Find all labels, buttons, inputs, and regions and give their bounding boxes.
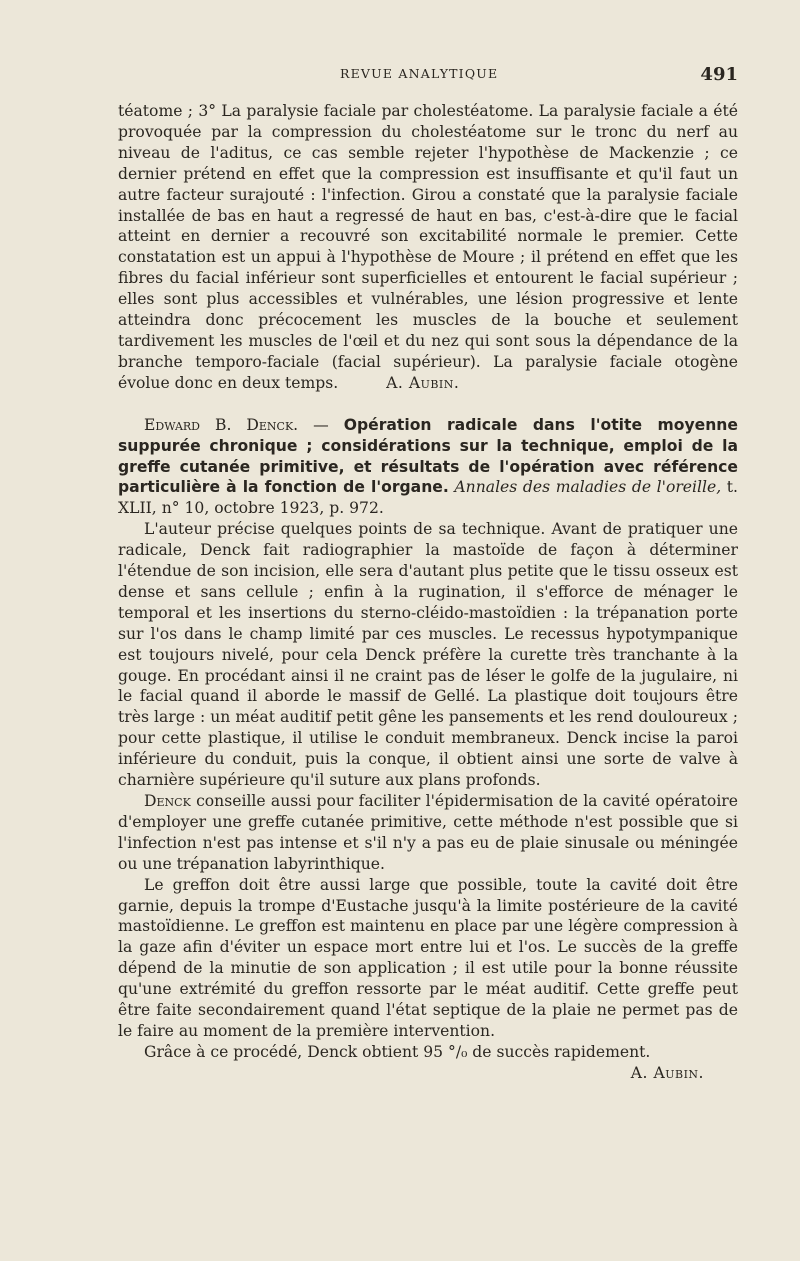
final-signature: A. Aubin. bbox=[630, 1063, 704, 1082]
paragraph-conclusion: Grâce à ce procédé, Denck obtient 95 °/₀ de succès rapidement. bbox=[144, 1042, 651, 1061]
page-number: 491 bbox=[700, 64, 738, 85]
paragraph-greffe bbox=[118, 791, 738, 875]
paragraph-technique: L'auteur précise quelques points de sa technique. Avant de pratiquer une radicale, Denck fait radiographier la mastoïde de façon à déterminer l'étendue de son incision, elle sera d'autant plus petite que le tissu osseux est dense et sans cellule ; enfin à la rugination, il s'efforce de ménager le temporal et les insertions du sterno-cléido-mastoïdien : la trépanation porte sur l'os dans le champ limité par ces muscles. Le recessus hypotympanique est toujours nivelé, pour cela Denck préfère la curette très tranchante à la gouge. En procédant ainsi il ne craint pas de léser le golfe de la jugulaire, ni le facial quand il aborde le massif de Gellé. La plastique doit toujours être très large : un méat auditif petit gêne les pansements et les rend douloureux ; pour cette plastique, il utilise le conduit membraneux. Denck incise la paroi inférieure du conduit, puis la conque, il obtient ainsi une sorte de valve à charnière supérieure qu'il suture aux plans profonds. bbox=[118, 520, 738, 790]
running-title: REVUE ANALYTIQUE bbox=[340, 66, 499, 81]
paragraph-greffe-text: conseille aussi pour faciliter l'épidermisation de la cavité opératoire d'employer une greffe cutanée primitive, cette méthode n'est possible que si l'infection n'est pas intense et s'il n'y a pas eu de plaie sinusale ou méningée ou une trépanation labyrinthique. bbox=[118, 792, 738, 873]
page-body bbox=[118, 101, 738, 1084]
continued-paragraph bbox=[118, 101, 738, 394]
article-title: Opération radicale dans l'otite moyenne suppurée chronique ; considérations sur la technique, emploi de la greffe cutanée primitive, et résultats de l'opération avec référence particulière à la fonction de l'organe. bbox=[118, 415, 738, 497]
article-heading bbox=[118, 415, 738, 520]
paragraph-lead-author: Denck bbox=[144, 792, 191, 810]
continued-paragraph-text: téatome ; 3° La paralysie faciale par cholestéatome. La paralysie faciale a été provoquée par la compression du cholestéatome sur le tronc du nerf au niveau de l'aditus, ce cas semble rejeter l'hypothèse de Mackenzie ; ce dernier prétend en effet que la compression est insuffisante et qu'il faut un autre facteur surajouté : l'infection. Girou a constaté que la paralysie faciale installée de bas en haut a regressé de haut en bas, c'est-à-dire que le facial atteint en dernier a recouvré son excitabilité normale le premier. Cette constatation est un appui à l'hypothèse de Moure ; il prétend en effet que les fibres du facial inférieur sont superficielles et entourent le facial supérieur ; elles sont plus accessibles et vulnérables, une lésion progressive et lente atteindra donc précocement les muscles de la bouche et seulement tardivement les muscles de l'œil et du nez qui sont sous la dépendance de la branche temporo-faciale (facial supérieur). La paralysie faciale otogène évolue donc en deux temps. bbox=[118, 102, 738, 392]
paragraph-greffon: Le greffon doit être aussi large que possible, toute la cavité doit être garnie, depuis la trompe d'Eustache jusqu'à la limite postérieure de la cavité mastoïdienne. Le greffon est maintenu en place par une légère compression à la gaze afin d'éviter un espace mort entre lui et l'os. Le succès de la greffe dépend de la minutie de son application ; il est utile pour la bonne réussite qu'une extrémité du greffon ressorte par le méat auditif. Cette greffe peut être faite secondairement quand l'état septique de la plaie ne permet pas de le faire au moment de la première intervention. bbox=[118, 875, 738, 1040]
article-author: Edward B. Denck. bbox=[144, 415, 299, 434]
signature: A. Aubin. bbox=[386, 373, 460, 392]
page-header bbox=[118, 64, 738, 86]
heading-dash: — bbox=[298, 415, 344, 434]
journal-name: Annales des maladies de l'oreille, bbox=[454, 478, 722, 497]
citation: t. XLII, n° 10, octobre 1923, p. 972. bbox=[118, 478, 738, 518]
